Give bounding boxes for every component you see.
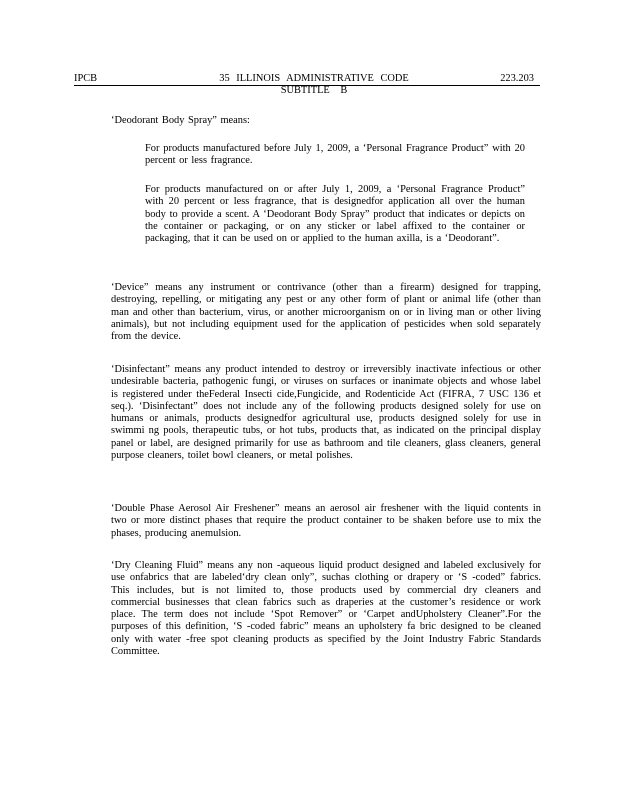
header-agency: IPCB (74, 73, 98, 84)
header-code-title: 35 ILLINOIS ADMINISTRATIVE CODE (219, 73, 409, 84)
definition-double-phase-aerosol-air-freshener: ‘Double Phase Aerosol Air Freshener” means an aerosol air freshener with the liquid contents in two or more distinct phases that require the product container to be shaken before use to mix the phases, producing anemulsion. (111, 503, 541, 539)
definition-disinfectant: ‘Disinfectant” means any product intended to destroy or irreversibly inactivate infectious or other undesirable bacteria, pathogenic fungi, or viruses on surfaces or inanimate objects and whose label is registered under theFederal Insecti cide,Fungicide, and Rodenticide Act (FIFRA, 7 USC 136 et seq.). ‘Disinfectant” does not include any of the following products designed solely for use on humans or animals, products designedfor agricultural use, products designed solely for use in swimmi ng pools, therapeutic tubs, or hot tubs, products that, as indicated on the principal display panel or label, are designed primarily for use as bathroom and tile cleaners, glass cleaners, general purpose cleaners, toilet bowl cleaners, or metal polishes. (111, 364, 541, 462)
deodorant-body-spray-clause-after-2009: For products manufactured on or after July 1, 2009, a ‘Personal Fragrance Product” with 20 percent or less fragrance, that is designedfor application all over the human body to provide a scent. A ‘Deodorant Body Spray” product that indicates or depicts on the container or packaging, or on any sticker or label affixed to the container or packaging, that it can be used on or applied to the human axilla, is a ‘Deodorant”. (145, 184, 525, 245)
header-section-number: 223.203 (500, 73, 534, 84)
definition-heading-deodorant-body-spray: ‘Deodorant Body Spray” means: (111, 115, 250, 126)
page-header (74, 73, 540, 101)
header-subtitle: SUBTITLE B (280, 85, 348, 96)
definition-dry-cleaning-fluid: ‘Dry Cleaning Fluid” means any non -aqueous liquid product designed and labeled exclusively for use onfabrics that are labeled‘dry clean only”, suchas clothing or drapery or ‘S -coded” fabrics. This includes, but is not limited to, those products used by commercial dry cleaners and commercial businesses that clean fabrics such as draperies at the customer’s residence or work place. The term does not include ‘Spot Remover” or ‘Carpet andUpholstery Cleaner”.For the purposes of this definition, ‘S -coded fabric” means an upholstery fa bric designed to be cleaned only with water -free spot cleaning products as specified by the Joint Industry Fabric Standards Committee. (111, 560, 541, 658)
deodorant-body-spray-clause-before-2009: For products manufactured before July 1, 2009, a ‘Personal Fragrance Product” with 20 percent or less fragrance. (145, 143, 525, 167)
definition-device: ‘Device” means any instrument or contrivance (other than a firearm) designed for trapping, destroying, repelling, or mitigating any pest or any other form of plant or animal life (other than man and other than bacterium, virus, or another microorganism on or in living man or other living animals), but not including equipment used for the application of pesticides when sold separately from the device. (111, 282, 541, 343)
